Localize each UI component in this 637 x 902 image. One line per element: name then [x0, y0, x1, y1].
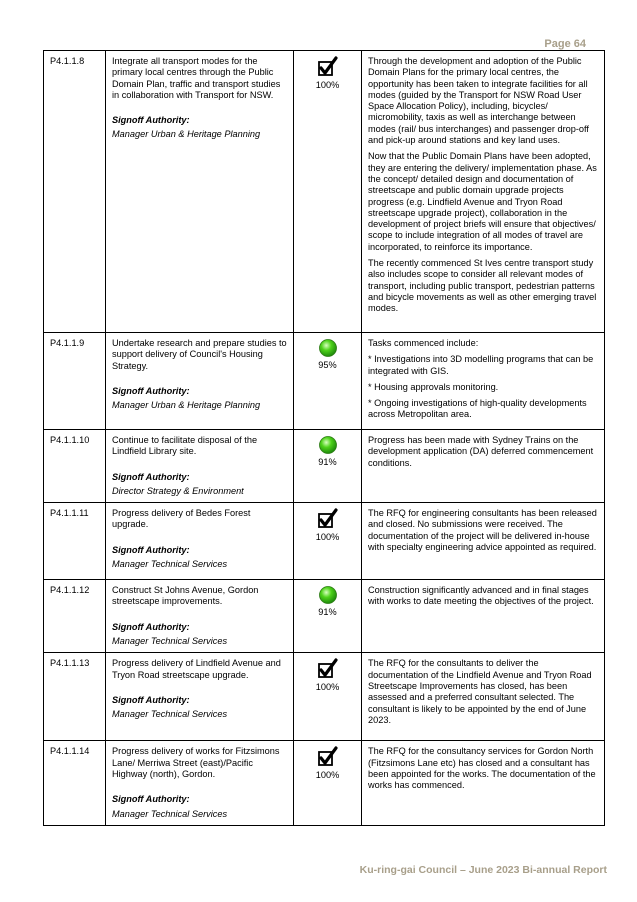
- signoff-label: Signoff Authority:: [112, 794, 190, 805]
- comment-cell: [362, 333, 605, 430]
- action-description: Integrate all transport modes for the primary local centres through the Public Domain Plan, traffic and transport studies in collaboration with Transport for NSW.: [112, 56, 281, 100]
- comment-paragraph: The RFQ for engineering consultants has been released and closed. No submissions were received. The documentation of the project will be delivered in-house with specialty engineering advice appointed as required.: [368, 508, 597, 553]
- percent-complete: 100%: [315, 682, 340, 693]
- signoff-label: Signoff Authority:: [112, 471, 190, 482]
- action-description: Continue to facilitate disposal of the Lindfield Library site.: [112, 435, 258, 457]
- action-cell: [106, 430, 294, 503]
- green-circle-icon: [318, 585, 338, 605]
- comment-paragraph: * Ongoing investigations of high-quality developments across Metropolitan area.: [368, 398, 587, 420]
- action-code: P4.1.1.10: [44, 430, 106, 503]
- action-code: P4.1.1.8: [44, 51, 106, 333]
- status-cell: [294, 430, 362, 503]
- page-number: Page 64: [544, 38, 586, 50]
- percent-complete: 100%: [315, 80, 340, 90]
- comment-paragraph: Tasks commenced include:: [368, 338, 479, 348]
- percent-complete: 100%: [315, 532, 340, 543]
- percent-complete: 95%: [318, 360, 337, 370]
- action-code: P4.1.1.11: [44, 503, 106, 580]
- action-description: Undertake research and prepare studies to support delivery of Council's Housing Strategy.: [112, 338, 287, 371]
- signoff-authority: Manager Technical Services: [112, 709, 228, 720]
- signoff-label: Signoff Authority:: [112, 385, 190, 396]
- comment-paragraph: * Investigations into 3D modelling programs that can be integrated with GIS.: [368, 354, 594, 376]
- signoff-label: Signoff Authority:: [112, 621, 190, 632]
- checkmark-icon: [317, 56, 339, 78]
- signoff-label: Signoff Authority:: [112, 115, 190, 126]
- status-cell: [294, 580, 362, 653]
- action-code: P4.1.1.13: [44, 653, 106, 741]
- action-description: Progress delivery of Bedes Forest upgrade.: [112, 508, 251, 530]
- table-row: [44, 51, 605, 333]
- checkmark-icon: [317, 508, 339, 530]
- action-code: P4.1.1.9: [44, 333, 106, 430]
- signoff-label: Signoff Authority:: [112, 544, 190, 555]
- table-row: [44, 333, 605, 430]
- percent-complete: 91%: [318, 607, 337, 618]
- table-row: [44, 580, 605, 653]
- action-cell: [106, 653, 294, 741]
- action-description: Construct St Johns Avenue, Gordon streetscape improvements.: [112, 585, 259, 607]
- status-cell: [294, 333, 362, 430]
- progress-table: [43, 50, 605, 826]
- comment-paragraph: Progress has been made with Sydney Trains on the development application (DA) deferred commencement conditions.: [368, 435, 594, 468]
- status-cell: [294, 741, 362, 826]
- percent-complete: 100%: [315, 770, 340, 781]
- status-cell: [294, 503, 362, 580]
- comment-paragraph: The RFQ for the consultants to deliver the documentation of the Lindfield Avenue and Tryon Road Streetscape Improvements has closed, has been assessed and a preferred consultant selected. The consultant is likely to be appointed by the end of June 2023.: [368, 658, 592, 725]
- action-cell: [106, 741, 294, 826]
- action-cell: [106, 333, 294, 430]
- comment-cell: [362, 430, 605, 503]
- comment-paragraph: * Housing approvals monitoring.: [368, 381, 499, 392]
- comment-paragraph: Construction significantly advanced and in final stages with works to date meeting the objectives of the project.: [368, 585, 594, 607]
- action-code: P4.1.1.14: [44, 741, 106, 826]
- table-row: [44, 741, 605, 826]
- signoff-authority: Manager Technical Services: [112, 808, 228, 819]
- comment-cell: [362, 653, 605, 741]
- status-cell: [294, 51, 362, 333]
- action-code: P4.1.1.12: [44, 580, 106, 653]
- comment-cell: [362, 51, 605, 333]
- comment-cell: [362, 741, 605, 826]
- percent-complete: 91%: [318, 457, 337, 467]
- comment-paragraph: The RFQ for the consultancy services for Gordon North (Fitzsimons Lane etc) has closed and a consultant has been appointed for the works. The documentation of the works has commenced.: [368, 746, 596, 791]
- comment-paragraph: Through the development and adoption of the Public Domain Plans for the primary local centres, the opportunity has been taken to integrate facilities for all modes (guided by the Transport for NSW Road User Space Allocation Policy), including, bicycles/ micromobility, taxis as well as interchange between modes (rail/ bus interchanges) and passenger drop-off and pick-up around stations and key land uses.: [368, 56, 589, 146]
- comment-paragraph: Now that the Public Domain Plans have been adopted, they are entering the delivery/ implementation phase. As the concept/ detailed design and documentation of streetscape and public domain upgrade projects progress (e.g. Lindfield Avenue and Tryon Road streetscape upgrade project), collaboration in the development of project briefs will ensure that objectives/ scope to include integration of all modes of travel are incorporated, to reinforce its importance.: [368, 151, 597, 252]
- signoff-authority: Director Strategy & Environment: [112, 485, 244, 496]
- signoff-authority: Manager Urban & Heritage Planning: [112, 400, 261, 411]
- comment-cell: [362, 580, 605, 653]
- action-cell: [106, 580, 294, 653]
- table-row: [44, 430, 605, 503]
- checkmark-icon: [317, 658, 339, 680]
- signoff-authority: Manager Urban & Heritage Planning: [112, 129, 261, 140]
- action-description: Progress delivery of Lindfield Avenue and Tryon Road streetscape upgrade.: [112, 658, 281, 680]
- action-cell: [106, 503, 294, 580]
- signoff-label: Signoff Authority:: [112, 694, 190, 705]
- table-row: [44, 503, 605, 580]
- action-cell: [106, 51, 294, 333]
- comment-paragraph: The recently commenced St Ives centre transport study also includes scope to consider all relevant modes of transport, including public transport, pedestrian patterns and bicycle movements as well as other emerging travel modes.: [368, 258, 597, 314]
- signoff-authority: Manager Technical Services: [112, 559, 228, 570]
- report-footer: Ku-ring-gai Council – June 2023 Bi-annual Report: [359, 864, 607, 876]
- status-cell: [294, 653, 362, 741]
- green-circle-icon: [318, 338, 338, 358]
- action-description: Progress delivery of works for Fitzsimons Lane/ Merriwa Street (east)/Pacific Highway (north), Gordon.: [112, 746, 280, 779]
- signoff-authority: Manager Technical Services: [112, 636, 228, 647]
- green-circle-icon: [318, 435, 338, 455]
- comment-cell: [362, 503, 605, 580]
- table-row: [44, 653, 605, 741]
- checkmark-icon: [317, 746, 339, 768]
